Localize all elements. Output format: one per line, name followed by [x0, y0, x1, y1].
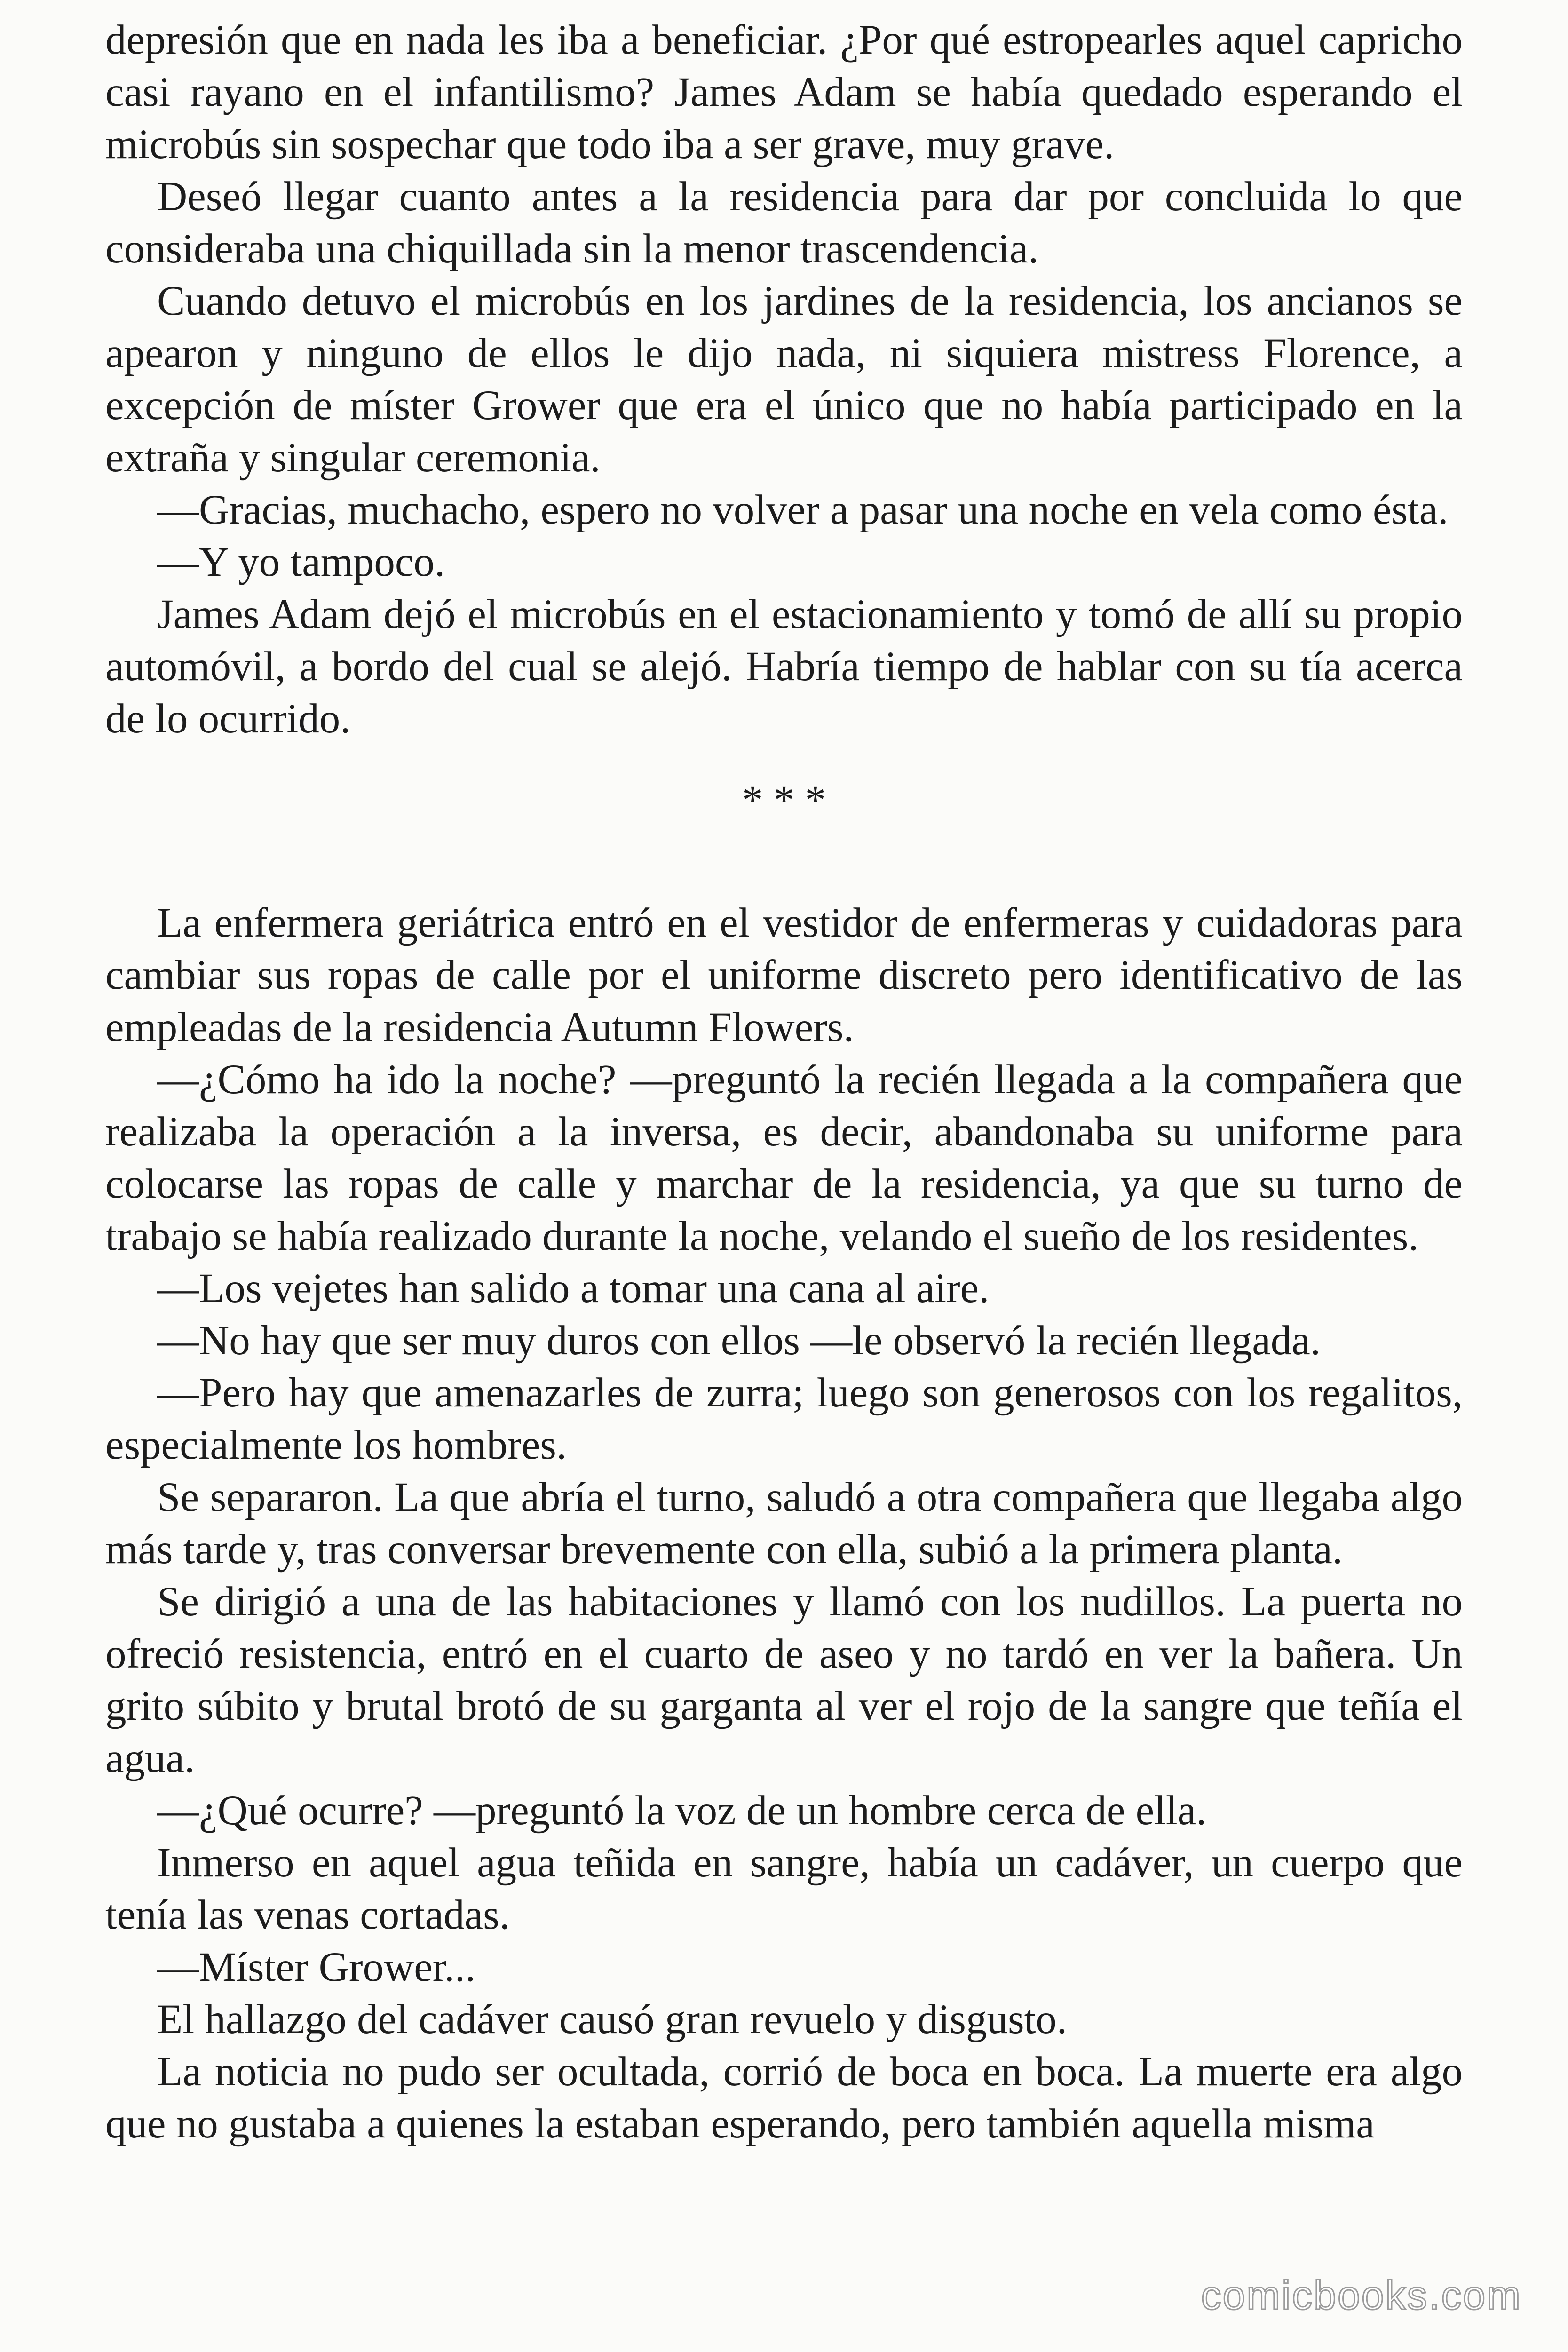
dialogue-line: —¿Qué ocurre? —preguntó la voz de un hombre cerca de ella. — [157, 1788, 1207, 1834]
dialogue-line: —¿Cómo ha ido la noche? —preguntó la recién llegada a la compañera que realizaba la operación a la inversa, es decir, abandonaba su uniforme para colocarse las ropas de calle y marchar de la residencia, ya que su turno de trabajo se había realizado durante la noche, velando el sueño de los residentes. — [105, 1057, 1463, 1259]
paragraph: Cuando detuvo el microbús en los jardines de la residencia, los ancianos se apearon y ninguno de ellos le dijo nada, ni siquiera mistress Florence, a excepción de míster Grower que era el único que no había participado en la extraña y singular ceremonia. — [105, 278, 1463, 481]
paragraph: Inmerso en aquel agua teñida en sangre, había un cadáver, un cuerpo que tenía las venas cortadas. — [105, 1840, 1463, 1938]
paragraph: El hallazgo del cadáver causó gran revuelo y disgusto. — [157, 1996, 1068, 2042]
dialogue-line: —Gracias, muchacho, espero no volver a pasar una noche en vela como ésta. — [157, 487, 1449, 533]
paragraph: La enfermera geriátrica entró en el vestidor de enfermeras y cuidadoras para cambiar sus ropas de calle por el uniforme discreto pero identificativo de las empleadas de la residencia Autumn Flowers. — [105, 900, 1463, 1050]
dialogue-line: —Pero hay que amenazarles de zurra; luego son generosos con los regalitos, especialmente los hombres. — [105, 1370, 1463, 1468]
paragraph: James Adam dejó el microbús en el estacionamiento y tomó de allí su propio automóvil, a bordo del cual se alejó. Habría tiempo de hablar con su tía acerca de lo ocurrido. — [105, 591, 1463, 742]
watermark: comicbooks.com — [1201, 2273, 1522, 2318]
dialogue-line: —Y yo tampoco. — [157, 539, 445, 585]
paragraph: Se dirigió a una de las habitaciones y llamó con los nudillos. La puerta no ofreció resistencia, entró en el cuarto de aseo y no tardó en ver la bañera. Un grito súbito y brutal brotó de su garganta al ver el rojo de la sangre que teñía el agua. — [105, 1579, 1463, 1781]
dialogue-line: —No hay que ser muy duros con ellos —le observó la recién llegada. — [157, 1318, 1321, 1364]
dialogue-line: —Míster Grower... — [157, 1944, 476, 1990]
paragraph: Se separaron. La que abría el turno, saludó a otra compañera que llegaba algo más tarde y, tras conversar brevemente con ella, subió a la primera planta. — [105, 1474, 1463, 1573]
section-separator: * * * — [742, 777, 826, 823]
dialogue-line: —Los vejetes han salido a tomar una cana al aire. — [157, 1265, 990, 1311]
paragraph: depresión que en nada les iba a beneficiar. ¿Por qué estropearles aquel capricho casi rayano en el infantilismo? James Adam se había quedado esperando el microbús sin sospechar que todo iba a ser grave, muy grave. — [105, 17, 1463, 167]
paragraph: Deseó llegar cuanto antes a la residencia para dar por concluida lo que consideraba una chiquillada sin la menor trascendencia. — [105, 174, 1463, 272]
book-page — [105, 14, 1463, 2150]
paragraph: La noticia no pudo ser ocultada, corrió de boca en boca. La muerte era algo que no gustaba a quienes la estaban esperando, pero también aquella misma — [105, 2049, 1463, 2147]
